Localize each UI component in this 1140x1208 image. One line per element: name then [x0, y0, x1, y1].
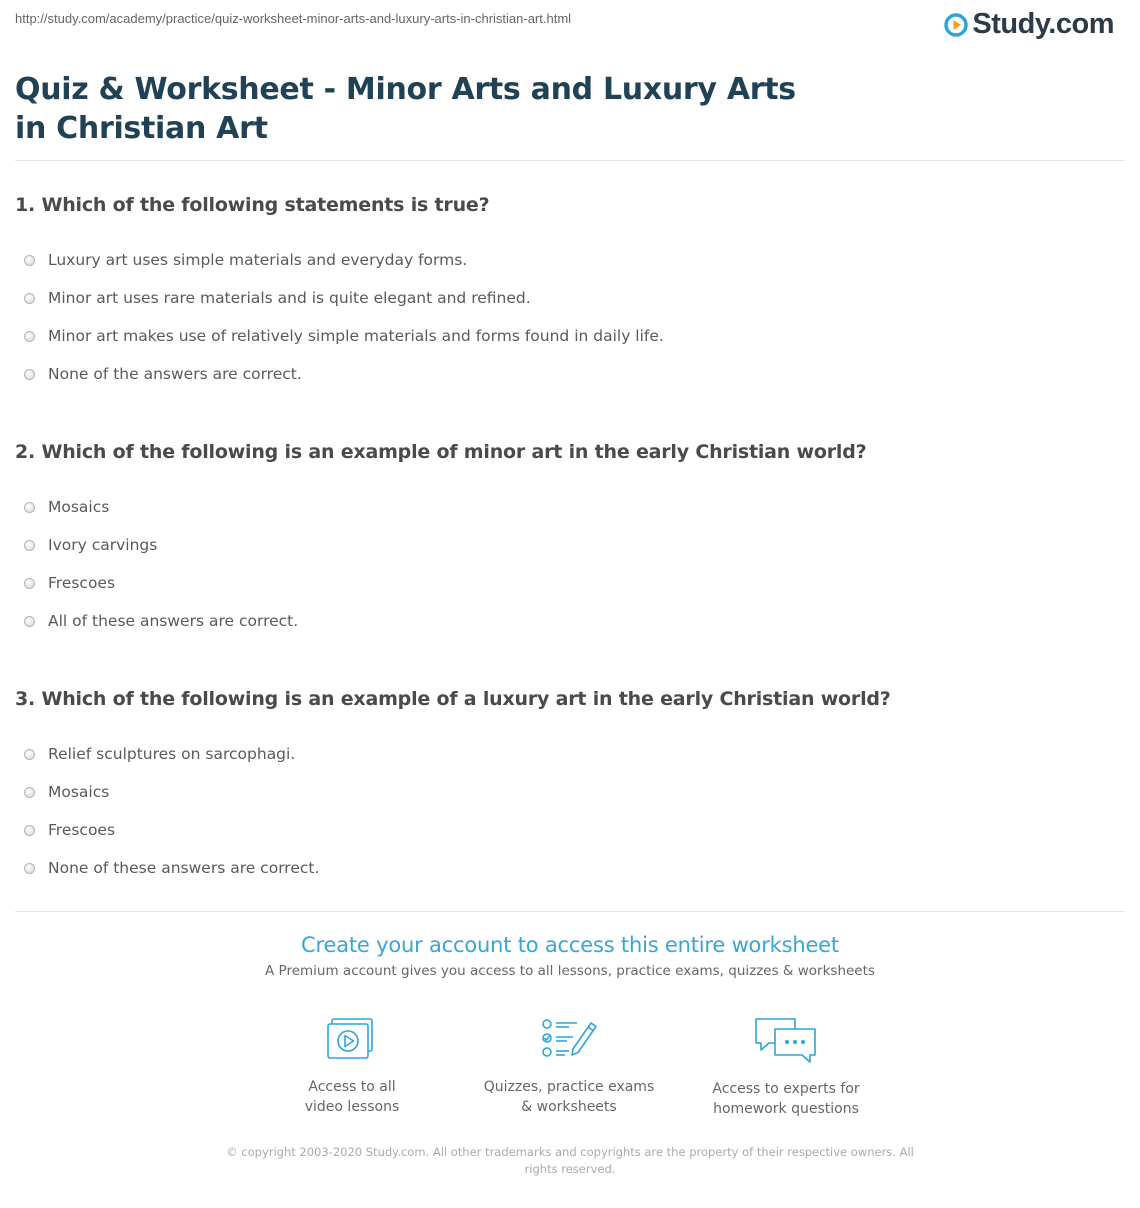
radio-button[interactable]: [24, 331, 35, 342]
answer-text: Relief sculptures on sarcophagi.: [48, 745, 296, 763]
page-title: Quiz & Worksheet - Minor Arts and Luxury Arts in Christian Art: [15, 72, 796, 146]
page-url: http://study.com/academy/practice/quiz-worksheet-minor-arts-and-luxury-arts-in-christian-art.html: [15, 11, 572, 26]
quiz-checklist-icon: [539, 1015, 599, 1063]
answer-text: Minor art uses rare materials and is quite elegant and refined.: [48, 289, 531, 307]
chat-bubbles-icon: [753, 1015, 819, 1065]
answer-option[interactable]: [15, 846, 1125, 890]
promo-subtitle: A Premium account gives you access to all lessons, practice exams, quizzes & worksheets: [265, 963, 875, 979]
question-1: [15, 190, 1125, 396]
question-list: [15, 190, 1125, 931]
feature-label-line: Quizzes, practice exams: [483, 1079, 655, 1095]
study-logo[interactable]: [944, 8, 1114, 41]
feature-label-line: video lessons: [304, 1099, 400, 1115]
answer-option[interactable]: [15, 352, 1125, 396]
title-divider: [15, 160, 1125, 161]
answer-text: Minor art makes use of relatively simple materials and forms found in daily life.: [48, 327, 664, 345]
answer-text: None of the answers are correct.: [48, 365, 302, 383]
radio-button[interactable]: [24, 369, 35, 380]
feature-label: [686, 1079, 886, 1119]
answer-text: Frescoes: [48, 821, 116, 839]
logo-text: Study.com: [972, 8, 1114, 40]
feature-quizzes: [469, 1015, 669, 1117]
feature-label-line: Access to all: [308, 1079, 396, 1095]
promo-divider: [15, 911, 1125, 912]
radio-button[interactable]: [24, 616, 35, 627]
radio-button[interactable]: [24, 578, 35, 589]
radio-button[interactable]: [24, 293, 35, 304]
answer-option[interactable]: [15, 599, 1125, 643]
answer-text: None of these answers are correct.: [48, 859, 320, 877]
radio-button[interactable]: [24, 863, 35, 874]
feature-label-line: Access to experts for: [712, 1081, 860, 1097]
question-2: [15, 437, 1125, 643]
question-text: 1. Which of the following statements is true?: [15, 194, 490, 216]
feature-label: [469, 1077, 669, 1117]
radio-button[interactable]: [24, 825, 35, 836]
radio-button[interactable]: [24, 787, 35, 798]
premium-promo: [0, 933, 1140, 979]
answer-text: Mosaics: [48, 498, 110, 516]
answer-text: Luxury art uses simple materials and everyday forms.: [48, 251, 468, 269]
copyright-notice: © copyright 2003-2020 Study.com. All other trademarks and copyrights are the property of their respective owners. All rights reserved.: [226, 1145, 914, 1176]
question-text: 3. Which of the following is an example of a luxury art in the early Christian world?: [15, 688, 891, 710]
create-account-link[interactable]: Create your account to access this entire worksheet: [301, 933, 839, 957]
radio-button[interactable]: [24, 540, 35, 551]
answer-text: Frescoes: [48, 574, 116, 592]
feature-label-line: homework questions: [713, 1101, 859, 1117]
video-lessons-icon: [324, 1015, 380, 1063]
answer-text: All of these answers are correct.: [48, 612, 299, 630]
question-text: 2. Which of the following is an example of minor art in the early Christian world?: [15, 441, 867, 463]
feature-label-line: & worksheets: [521, 1099, 617, 1115]
radio-button[interactable]: [24, 502, 35, 513]
answer-text: Ivory carvings: [48, 536, 158, 554]
question-3: [15, 684, 1125, 890]
feature-label: [252, 1077, 452, 1117]
feature-experts: [686, 1015, 886, 1119]
radio-button[interactable]: [24, 749, 35, 760]
answer-text: Mosaics: [48, 783, 110, 801]
radio-button[interactable]: [24, 255, 35, 266]
play-logo-icon: [944, 13, 968, 37]
feature-video-lessons: [252, 1015, 452, 1117]
